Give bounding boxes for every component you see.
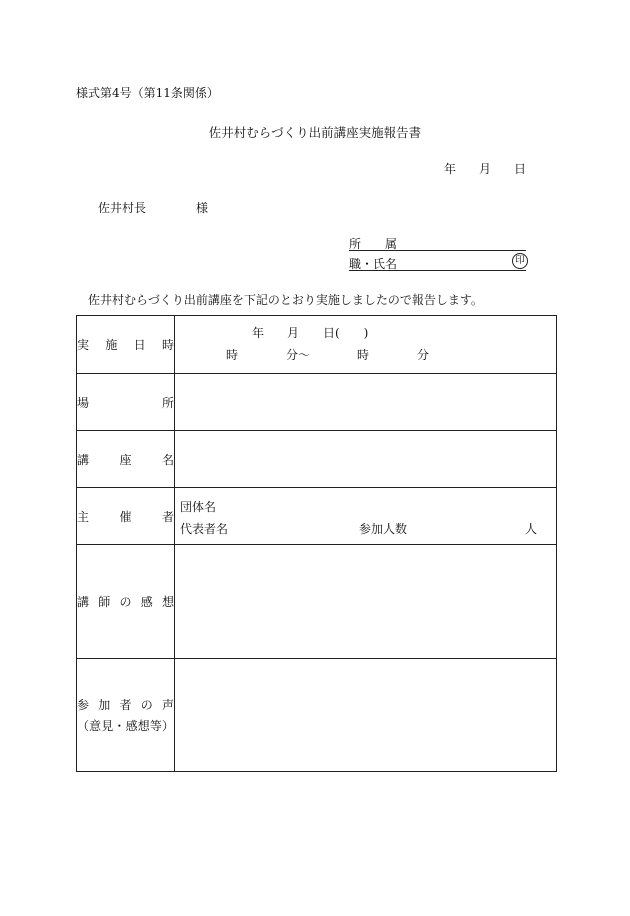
- document-title: 佐井村むらづくり出前講座実施報告書: [208, 125, 422, 140]
- name-label: 職・氏名: [349, 257, 398, 271]
- form-number: 様式第4号（第11条関係）: [76, 86, 219, 100]
- label-course-name: 講座名: [77, 431, 175, 488]
- label-place: 場所: [77, 374, 175, 431]
- participants-label: 参加人数: [359, 522, 408, 536]
- date-year: 年: [444, 162, 457, 176]
- label-participant-voices: [77, 659, 175, 772]
- row-participant-voices: [77, 659, 557, 772]
- report-table: [76, 315, 557, 772]
- participant-voices-cell[interactable]: [175, 659, 557, 772]
- participant-voices-label: 参加者の声: [77, 698, 174, 712]
- label-instructor-impressions: 講師の感想: [77, 545, 175, 659]
- seal-mark: 印: [512, 253, 528, 269]
- row-organizer: [77, 488, 557, 545]
- datetime-cell[interactable]: [175, 316, 557, 374]
- place-cell[interactable]: [175, 374, 557, 431]
- people-unit: 人: [525, 522, 538, 536]
- datetime-end-minute: 分: [417, 348, 430, 362]
- datetime-start-minute: 分～: [286, 348, 311, 362]
- instructor-impressions-cell[interactable]: [175, 545, 557, 659]
- name-line: [349, 270, 526, 271]
- label-organizer: 主催者: [77, 488, 175, 545]
- row-place: [77, 374, 557, 431]
- datetime-month: 月: [287, 326, 300, 340]
- row-instructor-impressions: [77, 545, 557, 659]
- participant-voices-sublabel: （意見・感想等）: [77, 719, 174, 733]
- row-course-name: [77, 431, 557, 488]
- course-name-cell[interactable]: [175, 431, 557, 488]
- label-datetime: 実施日時: [77, 316, 175, 374]
- group-name-label: 団体名: [180, 500, 217, 514]
- date-day: 日: [514, 162, 527, 176]
- intro-text: 佐井村むらづくり出前講座を下記のとおり実施しましたので報告します。: [88, 293, 483, 307]
- affiliation-line: [349, 250, 526, 251]
- date-month: 月: [479, 162, 492, 176]
- datetime-day: 日( ): [323, 326, 369, 340]
- datetime-start-hour: 時: [226, 348, 239, 362]
- datetime-end-hour: 時: [357, 348, 370, 362]
- datetime-year: 年: [252, 326, 265, 340]
- affiliation-label: 所 属: [349, 237, 398, 251]
- recipient-name: 佐井村長: [98, 201, 147, 215]
- recipient-suffix: 様: [196, 201, 209, 215]
- row-datetime: [77, 316, 557, 374]
- representative-label: 代表者名: [180, 522, 229, 536]
- organizer-cell[interactable]: [175, 488, 557, 545]
